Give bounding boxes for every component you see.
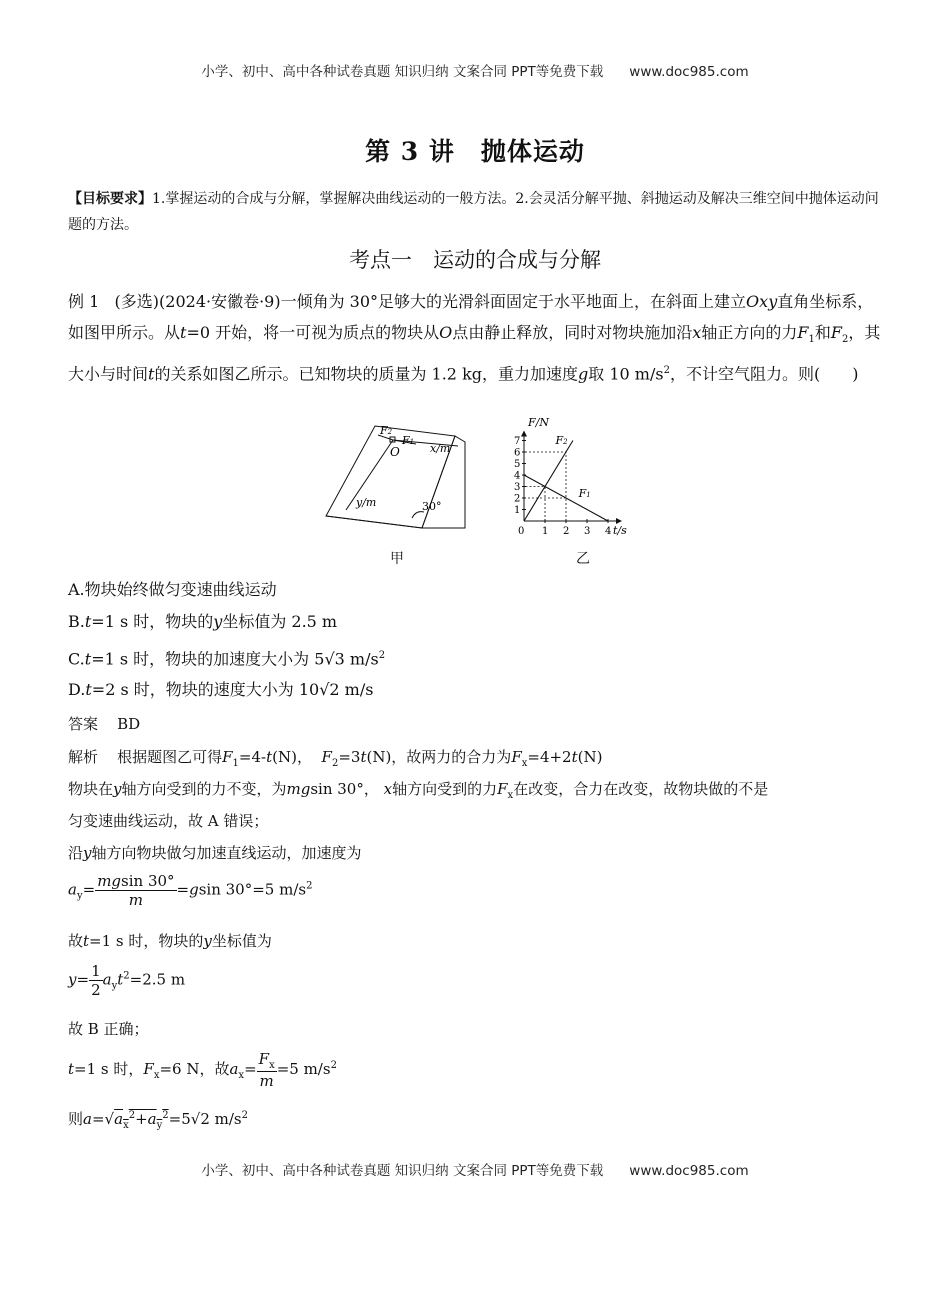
opt-radical: √3 <box>324 649 345 669</box>
opt-var: t <box>84 612 92 631</box>
solution-eq-a: 则$a=√a_x^2+a_y^2=5√2$ $m/s^2$ <box>68 1110 248 1131</box>
option-B <box>68 606 883 637</box>
banner-text: 小学、初中、高中各种试卷真题 知识归纳 文案合同 PPT等免费下载 <box>201 64 604 80</box>
q-text: ，不计空气阻力。则( ) <box>669 364 859 384</box>
banner-url[interactable]: www.doc985.com <box>629 1163 749 1179</box>
option-A: A.物块始终做匀变速曲线运动 <box>68 580 277 599</box>
opt-text: 坐标值为 2.5 m <box>222 612 338 631</box>
fig-label-F2: F2 <box>380 424 393 437</box>
solution-eq-ax: t=1 s 时，$F_x=6$ N，故$a_x=$ $\frac{F_x}{m}$ =5 $m/s^2$ <box>68 1050 337 1090</box>
opt-text: m/s <box>344 649 379 669</box>
opt-var: t <box>84 649 92 669</box>
y-axis-label: F/N <box>528 416 549 429</box>
label-F1: F1 <box>578 486 591 500</box>
incline-base-edge <box>326 516 422 528</box>
q-var: F <box>797 323 809 342</box>
opt-text: D. <box>68 680 86 699</box>
q-text: =0 开始，将一可视为质点的物块从 <box>186 323 440 342</box>
q-var: O <box>439 323 453 342</box>
opt-text: B. <box>68 612 85 631</box>
fraction: $\frac{mgsin 30^\circ}{m}$ <box>97 872 175 909</box>
x-tick-label: 1 <box>542 526 549 537</box>
q-sup: 2 <box>663 365 670 377</box>
bottom-banner <box>0 1159 950 1179</box>
goal-tag: 【目标要求】 <box>68 191 152 207</box>
y-tick-label: 5 <box>514 459 521 470</box>
figure-jia-incline <box>320 422 470 532</box>
q-text: 直角坐标系，如图甲所示。从 <box>68 292 874 342</box>
solution-line-1: 解析 根据题图乙可得$F_1=4-t(N)$， $F_2=3t(N)$，故两力的合力为$F_x=4+2t(N)$ <box>68 748 603 769</box>
x-tick-label: 3 <box>584 526 591 537</box>
y-tick-label: 7 <box>514 436 521 447</box>
option-D <box>68 674 883 705</box>
fig-label-F1: F1 <box>402 434 415 447</box>
q-var: x <box>692 323 702 342</box>
answer-value: BD <box>117 715 141 733</box>
solution-line-4: 沿y轴方向物块做匀加速直线运动，加速度为 <box>68 844 362 862</box>
q-var: Oxy <box>746 292 778 311</box>
x-tick-label: 4 <box>605 526 612 537</box>
x-tick-label: 0 <box>518 526 525 537</box>
top-banner <box>0 60 950 80</box>
opt-var: t <box>85 680 92 699</box>
fraction-half: $\frac{1}{2}$ <box>91 962 101 999</box>
y-tick-label: 2 <box>514 493 521 505</box>
opt-text: m/s <box>339 680 374 699</box>
opt-text: =1 s 时，物块的加速度大小为 5 <box>91 649 325 669</box>
q-var: g <box>578 364 589 384</box>
fig-label-ym: y/m <box>356 496 377 509</box>
goal-paragraph <box>68 186 883 238</box>
opt-text: =2 s 时，物块的速度大小为 10 <box>91 680 320 699</box>
solution-line-8: 故 B 正确； <box>68 1020 149 1038</box>
q-text: 的关系如图乙所示。已知物块的质量为 1.2 kg，重力加速度 <box>154 364 579 384</box>
banner-text: 小学、初中、高中各种试卷真题 知识归纳 文案合同 PPT等免费下载 <box>201 1163 604 1179</box>
solution-line-6: 故t=1 s 时，物块的y坐标值为 <box>68 932 272 950</box>
page-title: 第 3 讲 抛体运动 <box>365 137 585 166</box>
q-sub: 2 <box>841 334 849 346</box>
q-text: 一倾角为 30°足够大的光滑斜面固定于水平地面上，在斜面上建立 <box>280 292 747 311</box>
fig-label-O: O <box>390 445 400 459</box>
y-tick-label: 3 <box>514 482 521 493</box>
y-axis-arrow <box>521 431 527 437</box>
solution-line-2: 物块在y轴方向受到的力不变，为mgsin 30°， x轴方向受到的力$F_x$在改变，合力在改变，故物块做的不是 <box>68 780 769 801</box>
goal-text: 1.掌握运动的合成与分解，掌握解决曲线运动的一般方法。2.会灵活分解平抛、斜抛运动及解决三维空间中抛体运动问题的方法。 <box>68 191 879 233</box>
fig-label-xm: x/m <box>430 442 451 455</box>
opt-text: C. <box>68 649 85 669</box>
opt-var: y <box>213 612 223 631</box>
section-heading: 考点一 运动的合成与分解 <box>349 248 601 272</box>
answer-line <box>68 713 140 734</box>
q-var: t <box>148 364 155 384</box>
q-text: ，其大小与时间 <box>68 323 881 384</box>
x-axis-label: t/s <box>613 524 627 537</box>
series-F2 <box>524 441 573 522</box>
answer-label: 答案 <box>68 715 99 733</box>
solution-eq-ay: $a_y=$ $\frac{mgsin 30^\circ}{m}$ =gsin 30°=5 $m/s^2$ <box>68 872 313 909</box>
option-C <box>68 640 883 674</box>
figure-yi-graph <box>506 414 636 539</box>
q-var: t <box>180 323 187 342</box>
y-tick-label: 1 <box>514 505 521 516</box>
opt-radical: √2 <box>319 680 340 699</box>
fraction-fx-m: $\frac{F_x}{m}$ <box>258 1050 275 1090</box>
solution-line-3: 匀变速曲线运动，故 A 错误； <box>68 812 269 830</box>
example-tag: (多选)(2024·安徽卷·9) <box>114 292 281 311</box>
solution-eq-y: y= $\frac{1}{2}$ $a_yt^2=2.5$ m <box>68 962 186 999</box>
example-label: 例 1 <box>68 292 100 311</box>
y-tick-label: 4 <box>514 470 521 482</box>
example-question <box>68 286 883 390</box>
q-text: 和 <box>814 323 831 342</box>
fig-label-angle: 30° <box>422 500 442 513</box>
q-text: 轴正方向的力 <box>701 323 798 342</box>
q-text: 取 10 m/s <box>588 364 664 384</box>
opt-text: =1 s 时，物块的 <box>91 612 214 631</box>
x-tick-label: 2 <box>563 526 570 537</box>
q-text: 点由静止释放，同时对物块施加沿 <box>452 323 693 342</box>
banner-url[interactable]: www.doc985.com <box>629 64 749 80</box>
q-sub: 1 <box>808 334 815 346</box>
q-var: F <box>830 323 842 342</box>
opt-sup: 2 <box>378 650 386 661</box>
y-tick-label: 6 <box>514 447 521 459</box>
label-F2: F2 <box>555 433 568 447</box>
solution-label: 解析 <box>68 748 99 766</box>
figure-yi-caption: 乙 <box>576 551 590 567</box>
figure-jia-caption: 甲 <box>390 551 404 567</box>
